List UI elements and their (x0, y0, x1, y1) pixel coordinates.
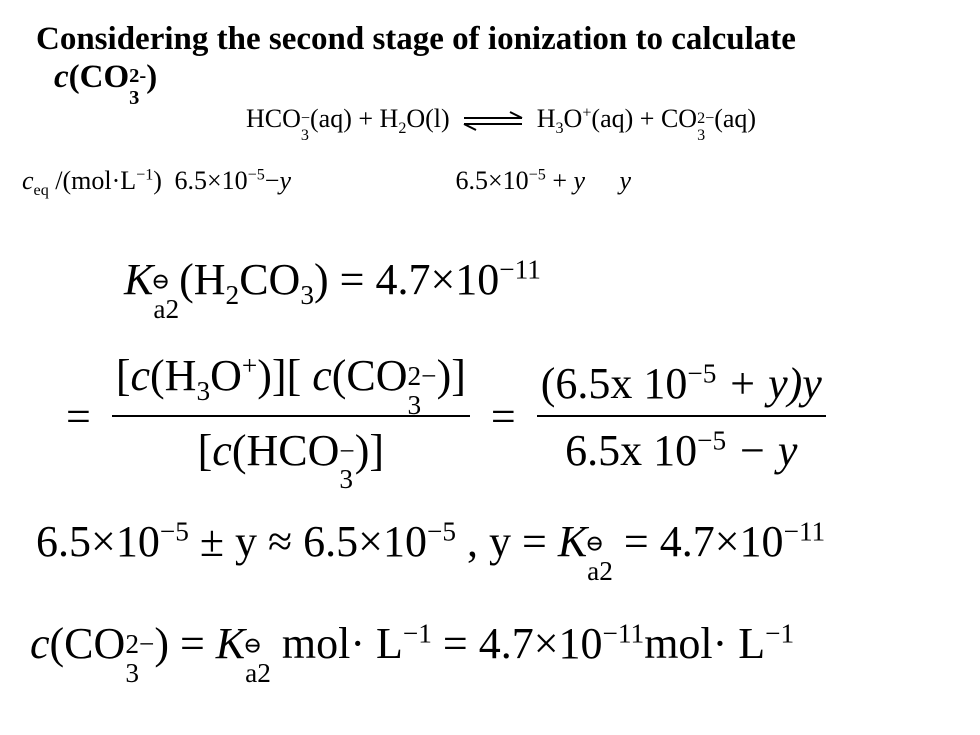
concentration-ratio-fraction: $[c(H_3O^+)]$[ c(CO 2− 3 )] [c(HCO − 3 )] (112, 350, 470, 483)
conc-value-h3o: $6.5\times 10^{-5} + y$ (455, 166, 586, 195)
equilibrium-arrow-icon (462, 110, 524, 132)
heading-line-2: c(CO 2- 3 ) (54, 59, 158, 109)
conc-value-co3: y (619, 166, 632, 195)
equilibrium-concentration-row: $c_{eq}$ $/(mol\cdot L^{-1})$ $6.5\times 10^{-5}-y$ $6.5\times 10^{-5} + y$ y (22, 166, 632, 200)
numeric-fraction: $\frac{(6.5x 10^{-5} + y)y}{6.5x 10^{-5} - y}$ (537, 358, 826, 476)
slide-heading (36, 20, 796, 109)
heading-line-1: Considering the second stage of ionization to calculate (36, 21, 796, 57)
ka2-fraction-expression: = $[c(H_3O^+)]$[ c(CO 2− 3 )] [c(HCO − 3 )] = $\frac{(6.5x 10^{-5} + y)y}{6.5x 10^{-5} - y}$ (56, 350, 826, 470)
standard-state-icon (153, 266, 179, 295)
approximation-line: $6.5\times 10^{-5} \pm y \approx 6.5\times 10^{-5}$ , y = K a2 = $4.7\times 10^{-11}$ (36, 516, 826, 586)
ionization-equation: HCO − 3 $(aq) + H_2O(l) H_3O^+(aq)$ + CO 2− 3 (aq) (246, 104, 757, 144)
standard-state-icon (245, 630, 271, 659)
carbonate-concentration-result: c(CO 2− 3 ) = K a2 $mol\cdot L^{-1} = 4.7\times 10^{-11}mol\cdot L^{-1}$ (30, 618, 795, 688)
conc-value-hco3: $6.5\times 10^{-5}-y$ (174, 166, 291, 195)
standard-state-icon (587, 528, 613, 557)
ka2-equation: K a2 $(H_2CO_3) = 4.7\times 10^{-11}$ (124, 254, 541, 324)
